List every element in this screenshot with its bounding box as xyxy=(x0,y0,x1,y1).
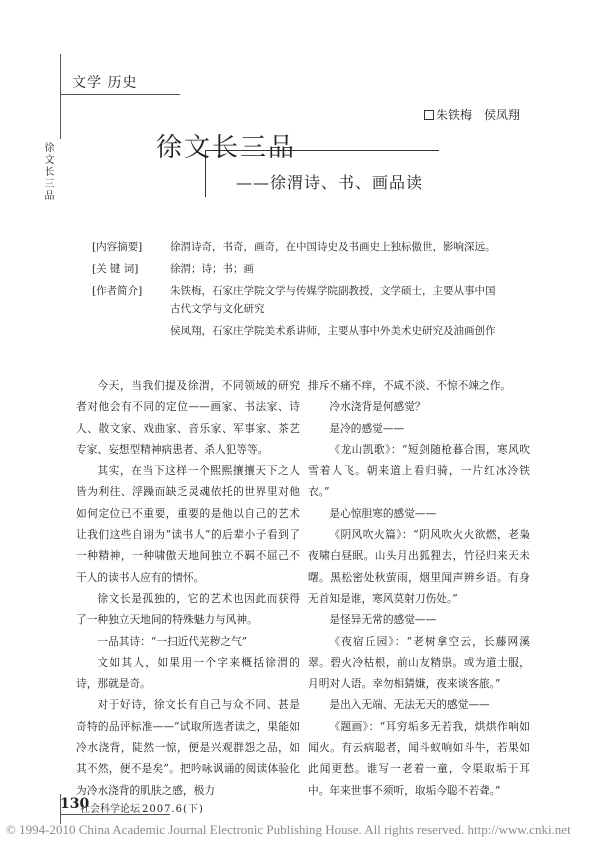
article-subtitle: ——徐渭诗、书、画品读 xyxy=(236,173,424,192)
copyright-watermark: © 1994-2010 China Academic Journal Electronic Publishing House. All rights reserved. http://www.cnki.net xyxy=(6,822,571,837)
paragraph: 徐文长是孤独的，它的艺术也因此而获得了一种独立天地间的特殊魅力与风神。 xyxy=(76,591,300,627)
header-rule-vertical xyxy=(60,54,61,139)
body-left-column xyxy=(76,375,300,801)
keywords-text: 徐渭；诗；书；画 xyxy=(170,263,254,275)
header-rule-horizontal xyxy=(60,94,180,95)
poem-quote: 《阴风吹火篇》：“阴风吹火火欲燃，老枭夜啸白昼眠。山头月出狐狸去，竹径归来天未曙。黑松密处秋萤雨，烟里闻声辨乡语。有身无首知是谁，寒风莫射刀伤处。” xyxy=(308,528,530,605)
paragraph: 是冷的感觉—— xyxy=(329,421,405,435)
abstract xyxy=(92,238,496,256)
keywords-key: [关 键 词] xyxy=(92,263,139,275)
abstract-key: [内容摘要] xyxy=(92,241,143,253)
paragraph: 今天，当我们提及徐渭，不同领域的研究者对他会有不同的定位——画家、书法家、诗人、散文家、戏曲家、音乐家、军事家、茶艺专家、妄想型精神病患者、杀人犯等等。 xyxy=(76,379,300,456)
author-info-key: [作者简介] xyxy=(92,285,143,297)
paragraph: 冷水浇背是何感觉？ xyxy=(329,400,426,414)
paragraph: 是怪异无常的感觉—— xyxy=(329,613,437,627)
author-info-1: 朱铁梅，石家庄学院文学与传媒学院副教授，文学硕士，主要从事中国 xyxy=(170,285,496,297)
journal-name: 社会科学论坛 xyxy=(80,804,140,815)
abstract-text: 徐渭诗奇，书奇，画奇，在中国诗史及书画史上独标傲世，影响深远。 xyxy=(170,241,496,253)
article-authors xyxy=(424,106,520,123)
author-info-2: 侯凤翔，石家庄学院美术系讲师，主要从事中外美术史研究及油画创作 xyxy=(170,325,496,337)
section-label: 文学 历史 xyxy=(72,75,138,91)
paragraph: 排斥不痛不痒，不咸不淡、不惊不竦之作。 xyxy=(308,379,512,392)
keywords xyxy=(92,260,254,278)
paragraph: 文如其人，如果用一个字来概括徐渭的诗，那就是奇。 xyxy=(76,655,300,691)
section-heading: 一品其诗：“一扫近代芜秽之气” xyxy=(97,634,248,648)
poem-quote: 《夜宿丘园》：“老树拿空云，长藤网溪翠。碧火冷枯根，前山友精祟。或为道士服，月明对人语。幸勿相猜嫌，夜来谈客旅。” xyxy=(308,634,530,691)
article-title: 徐文长三品 xyxy=(156,133,297,163)
poem-quote: 《题画》：“耳穷垢多无若我，烘烘作响如闻火。有云病聪者，闻斗蚁响如斗牛，若果如此闻更愁。谁写一老着一童，令渠取垢于耳中。年来世事不须听，取垢今聪不若聋。” xyxy=(308,719,530,797)
author-box-mark xyxy=(424,110,434,120)
body-right-column xyxy=(308,375,530,801)
page-number: 130 xyxy=(60,796,90,812)
paragraph: 其实，在当下这样一个熙熙攘攘天下之人皆为利往、浮躁而缺乏灵魂依托的世界里对他如何定位已不重要，重要的是他以自己的艺术让我们这些自诩为“读书人”的后辈小子看到了一种精神，一种啸傲天地间独立不羁不屈己不干人的读书人应有的情怀。 xyxy=(76,464,300,584)
authors-text: 朱铁梅 侯凤翔 xyxy=(436,108,521,122)
journal-issue: 2007.6(下) xyxy=(142,804,204,815)
vertical-running-title: 徐文长三品 xyxy=(42,142,53,202)
author-info xyxy=(92,282,496,300)
paragraph: 是心惊胆寒的感觉—— xyxy=(329,506,437,520)
paragraph: 是出入无端、无法无天的感觉—— xyxy=(329,698,490,712)
paragraph: 对于好诗，徐文长有自己与众不同、甚是奇特的品评标准——“试取所选者读之，果能如冷水浇背，陡然一惊，便是兴观群怨之品，如其不然，便不是矣”。把吟咏讽诵的阅读体验化为冷水浇背的肌肤之感，极力 xyxy=(76,698,300,797)
author-info-1-cont: 古代文学与文化研究 xyxy=(170,303,265,315)
poem-quote: 《龙山凯歌》：“短剑随枪暮合围，寒风吹雪着人飞。朝来道上看归骑，一片红冰冷铁衣。” xyxy=(308,442,530,499)
